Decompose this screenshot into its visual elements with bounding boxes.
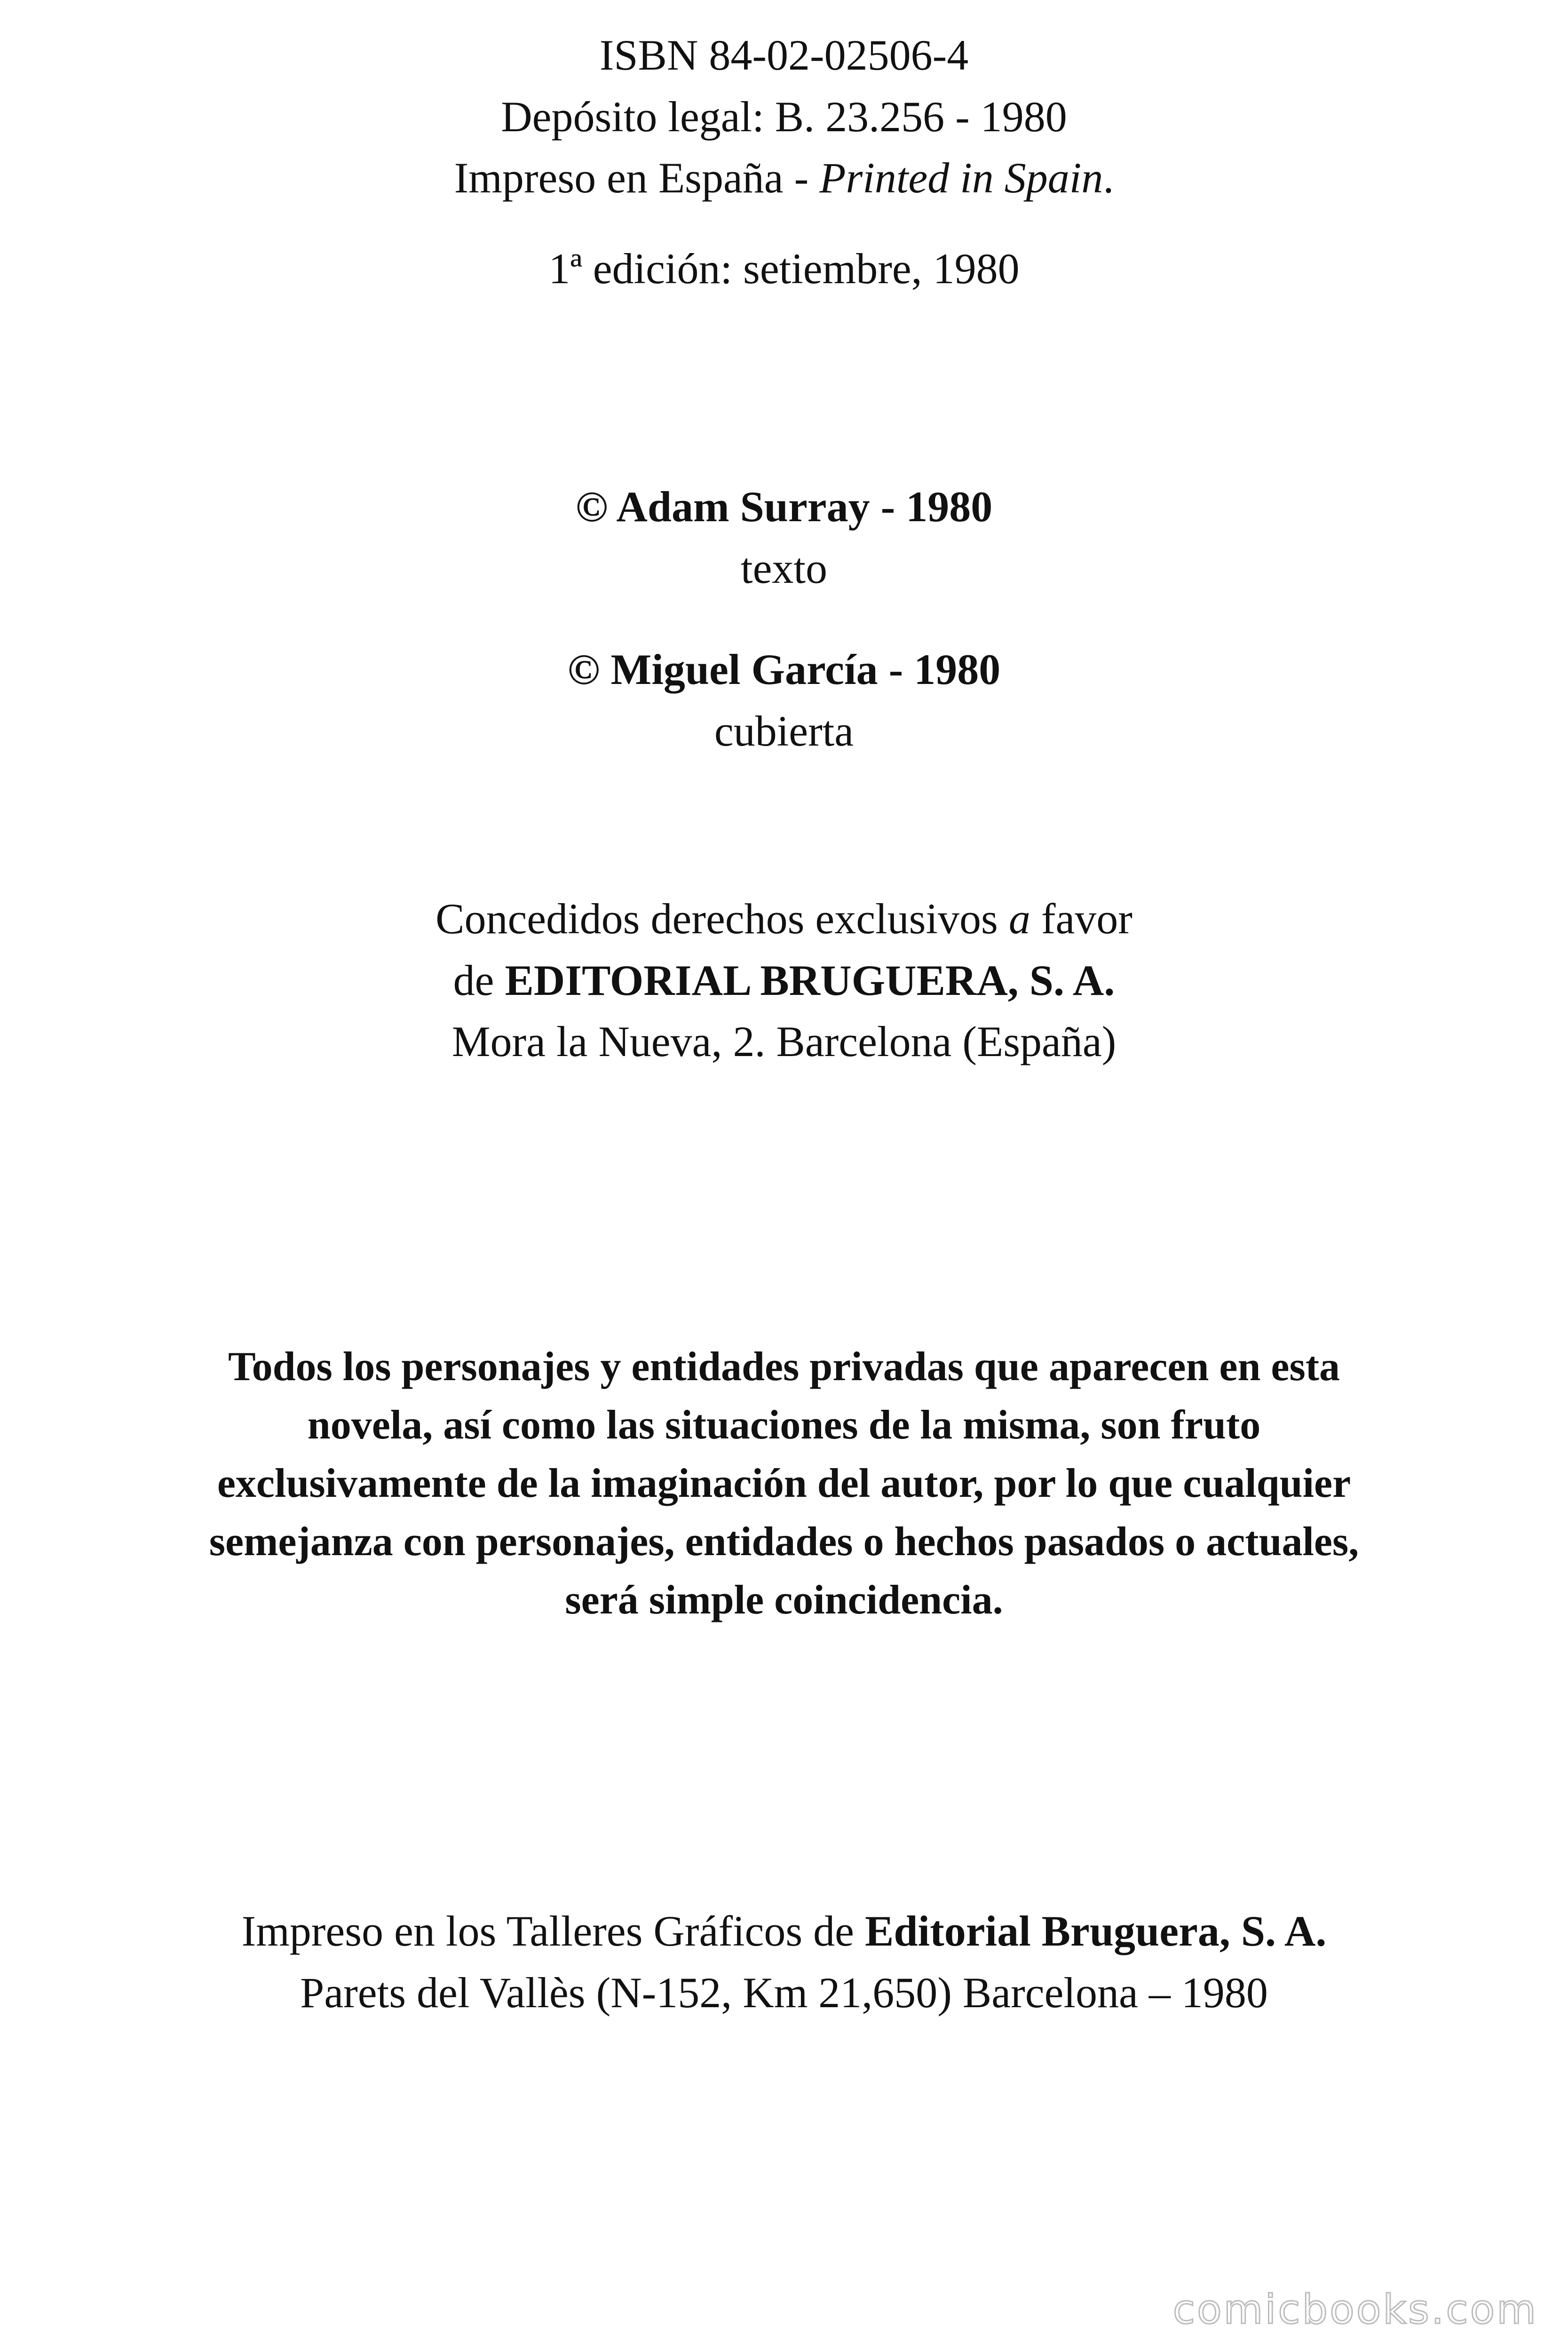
printed-in-spanish: Impreso en España - <box>454 154 820 202</box>
printer-line-1-pre: Impreso en los Talleres Gráficos de <box>241 1907 865 1955</box>
printed-in-period: . <box>1103 154 1114 202</box>
copyright-holder-author: © Adam Surray - 1980 <box>575 483 993 531</box>
rights-line-1 <box>0 888 1568 950</box>
edition-block <box>0 238 1568 300</box>
printer-block <box>0 1900 1568 2023</box>
printer-line-1 <box>0 1900 1568 1962</box>
disclaimer-line: será simple coincidencia. <box>565 1577 1003 1623</box>
edition-line: 1ª edición: setiembre, 1980 <box>548 245 1020 293</box>
copyright-text-block <box>0 476 1568 599</box>
printed-in-line <box>0 147 1568 209</box>
copyright-role-cover: cubierta <box>714 707 854 755</box>
printer-address: Parets del Vallès (N-152, Km 21,650) Barcelona – 1980 <box>300 1968 1268 2017</box>
printer-name: Editorial Bruguera, S. A. <box>865 1907 1327 1955</box>
rights-line-2 <box>0 950 1568 1011</box>
publisher-name: EDITORIAL BRUGUERA, S. A. <box>505 956 1115 1004</box>
rights-line-1-italic: a <box>1008 895 1030 943</box>
rights-block <box>0 888 1568 1073</box>
disclaimer-line: Todos los personajes y entidades privadas que aparecen en esta <box>228 1344 1340 1390</box>
rights-line-1-pre: Concedidos derechos exclusivos <box>436 895 1009 943</box>
rights-line-1-post: favor <box>1030 895 1132 943</box>
site-watermark: comicbooks.com <box>1172 2286 1538 2333</box>
isbn-line: ISBN 84-02-02506-4 <box>599 31 969 79</box>
rights-line-2-pre: de <box>453 956 505 1004</box>
disclaimer-line: novela, así como las situaciones de la misma, son fruto <box>307 1402 1261 1448</box>
fiction-disclaimer <box>0 1338 1568 1629</box>
legal-deposit-line: Depósito legal: B. 23.256 - 1980 <box>501 92 1067 141</box>
disclaimer-line: exclusivamente de la imaginación del autor, por lo que cualquier <box>217 1461 1351 1507</box>
disclaimer-line: semejanza con personajes, entidades o hechos pasados o actuales, <box>209 1519 1359 1565</box>
printed-in-english: Printed in Spain <box>819 154 1103 202</box>
copyright-role-text: texto <box>741 544 827 592</box>
copyright-holder-cover-artist: © Miguel García - 1980 <box>567 645 1001 693</box>
copyright-cover-block <box>0 639 1568 762</box>
imprint-block <box>0 24 1568 209</box>
publisher-address: Mora la Nueva, 2. Barcelona (España) <box>451 1017 1117 1066</box>
